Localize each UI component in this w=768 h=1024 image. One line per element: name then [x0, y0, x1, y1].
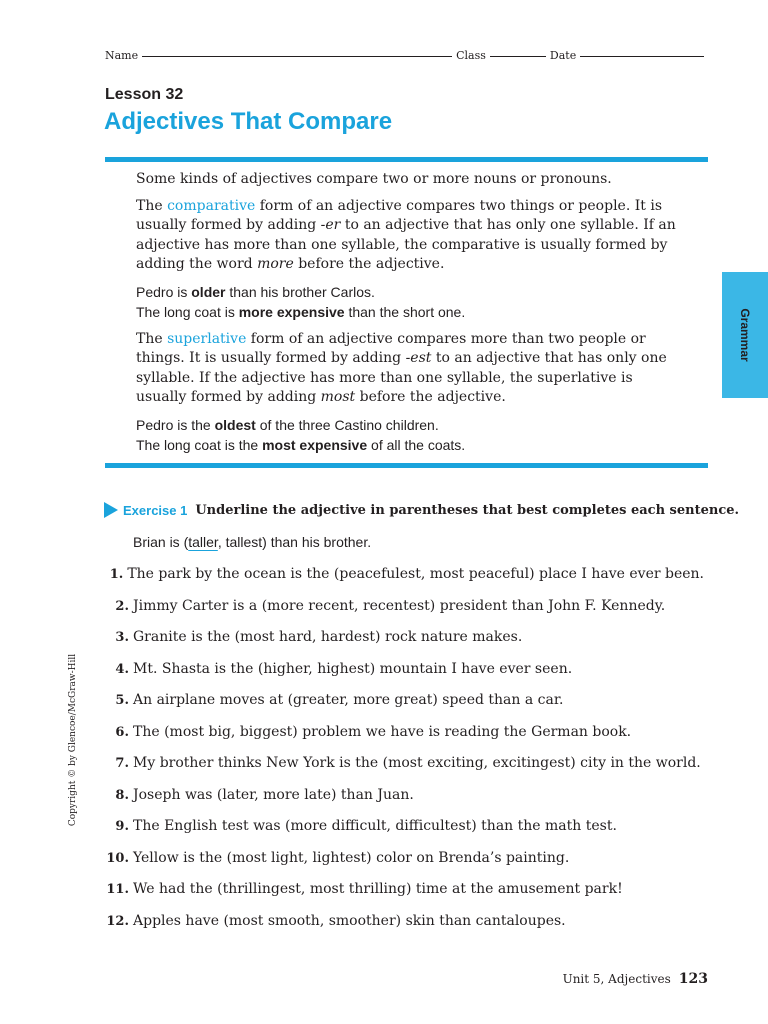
superlative-examples	[136, 415, 676, 455]
example-sentence	[136, 415, 676, 435]
copyright-notice: Copyright © by Glencoe/McGraw-Hill	[68, 653, 78, 827]
comparative-word: older	[191, 283, 226, 300]
text-span: than his brother Carlos.	[225, 283, 375, 300]
item-sentence[interactable]: My brother thinks New York is the (most exciting, excitingest) city in the world.	[133, 755, 701, 771]
play-arrow-icon	[104, 502, 118, 518]
list-item[interactable]	[104, 786, 704, 818]
item-number: 12.	[106, 913, 129, 929]
list-item[interactable]	[104, 691, 704, 723]
comparative-paragraph	[136, 197, 676, 275]
text-span: before the adjective.	[355, 389, 506, 405]
section-tab	[722, 272, 768, 398]
text-span: Pedro is the	[136, 416, 215, 433]
text-span: form of an adjective compares more than two people or things. It is usually formed by adding	[136, 330, 646, 366]
lesson-number: Lesson 32	[105, 86, 184, 103]
exercise-heading	[104, 502, 739, 518]
name-blank[interactable]	[142, 56, 452, 57]
item-number: 3.	[115, 630, 129, 645]
lesson-explanation	[136, 170, 676, 463]
text-span: The long coat is	[136, 303, 239, 320]
example-sentence	[136, 302, 676, 322]
item-sentence[interactable]: Mt. Shasta is the (higher, highest) mountain I have ever seen.	[133, 660, 573, 677]
item-sentence[interactable]: The park by the ocean is the (peacefulest, most peaceful) place I have ever been.	[127, 566, 704, 582]
comparative-word: more expensive	[238, 303, 345, 320]
item-sentence[interactable]: We had the (thrillingest, most thrilling) time at the amusement park!	[133, 881, 623, 897]
list-item[interactable]	[104, 565, 704, 597]
item-sentence[interactable]: The (most big, biggest) problem we have is reading the German book.	[133, 723, 632, 740]
item-sentence[interactable]: Yellow is the (most light, lightest) color on Brenda’s painting.	[133, 849, 570, 866]
intro-paragraph: Some kinds of adjectives compare two or more nouns or pronouns.	[136, 171, 612, 187]
item-sentence[interactable]: Jimmy Carter is a (more recent, recentest) president than John F. Kennedy.	[133, 597, 666, 614]
date-label: Date	[549, 49, 577, 62]
text-span: The	[136, 330, 168, 347]
example-answer: taller	[188, 534, 218, 550]
text-span: form of an adjective compares two things or people. It is usually formed by adding	[136, 197, 663, 233]
comparative-term: comparative	[167, 197, 256, 214]
item-number: 7.	[115, 756, 129, 771]
most-word: most	[320, 389, 356, 405]
item-sentence[interactable]: The English test was (more difficult, difficultest) than the math test.	[133, 818, 617, 834]
superlative-word: oldest	[214, 416, 256, 433]
comparative-examples	[136, 282, 676, 322]
text-span: Brian is (	[133, 534, 189, 550]
item-number: 1.	[109, 567, 124, 582]
date-blank[interactable]	[580, 56, 704, 57]
class-label: Class	[456, 49, 486, 62]
list-item[interactable]	[104, 849, 704, 881]
exercise-label: Exercise 1	[123, 502, 188, 518]
list-item[interactable]	[104, 912, 704, 944]
name-label: Name	[105, 49, 139, 62]
superlative-word: most expensive	[262, 436, 368, 453]
text-span: before the adjective.	[293, 256, 445, 272]
text-span: to an adjective that has only one syllable. If an adjective has more than one syllable, the comparative is usually formed by adding the word	[136, 217, 676, 272]
page-number: 123	[678, 971, 708, 987]
exercise-example	[133, 534, 371, 550]
bottom-divider	[105, 463, 708, 468]
text-span: The long coat is the	[136, 436, 263, 453]
item-number: 10.	[106, 850, 129, 866]
text-span: Pedro is	[136, 283, 192, 300]
list-item[interactable]	[104, 754, 704, 786]
text-span: than the short one.	[344, 303, 466, 320]
item-number: 6.	[115, 724, 129, 740]
item-number: 9.	[115, 819, 129, 834]
text-span: The	[136, 197, 168, 214]
item-sentence[interactable]: Granite is the (most hard, hardest) rock nature makes.	[133, 629, 523, 645]
item-sentence[interactable]: Apples have (most smooth, smoother) skin than cantaloupes.	[133, 912, 566, 929]
section-tab-label: Grammar	[738, 308, 752, 362]
item-number: 11.	[106, 882, 129, 897]
est-suffix: -est	[405, 350, 432, 366]
text-span: to an adjective that has only one syllable. If the adjective has more than one syllable, the superlative is usually formed by adding	[136, 350, 667, 405]
page-title: Adjectives That Compare	[104, 108, 393, 135]
list-item[interactable]	[104, 628, 704, 660]
exercise-instruction: Underline the adjective in parentheses that best completes each sentence.	[195, 502, 740, 518]
item-number: 4.	[115, 661, 129, 677]
list-item[interactable]	[104, 660, 704, 692]
text-span: of the three Castino children.	[255, 416, 439, 433]
list-item[interactable]	[104, 597, 704, 629]
footer-section: Unit 5, Adjectives	[562, 972, 671, 986]
text-span: of all the coats.	[367, 436, 466, 453]
exercise-items	[104, 565, 704, 943]
item-number: 2.	[115, 598, 129, 614]
more-word: more	[257, 256, 294, 272]
item-number: 5.	[115, 693, 129, 708]
class-blank[interactable]	[490, 56, 546, 57]
item-sentence[interactable]: Joseph was (later, more late) than Juan.	[133, 786, 414, 803]
list-item[interactable]	[104, 880, 704, 912]
superlative-paragraph	[136, 330, 676, 408]
text-span: , tallest) than his brother.	[217, 534, 372, 550]
superlative-term: superlative	[167, 330, 247, 347]
example-sentence	[136, 435, 676, 455]
example-sentence	[136, 282, 676, 302]
list-item[interactable]	[104, 723, 704, 755]
student-info-line	[105, 49, 708, 62]
item-sentence[interactable]: An airplane moves at (greater, more great) speed than a car.	[133, 692, 564, 708]
list-item[interactable]	[104, 817, 704, 849]
er-suffix: -er	[320, 217, 341, 233]
top-divider	[105, 157, 708, 162]
item-number: 8.	[115, 787, 129, 803]
page-footer	[563, 971, 708, 987]
